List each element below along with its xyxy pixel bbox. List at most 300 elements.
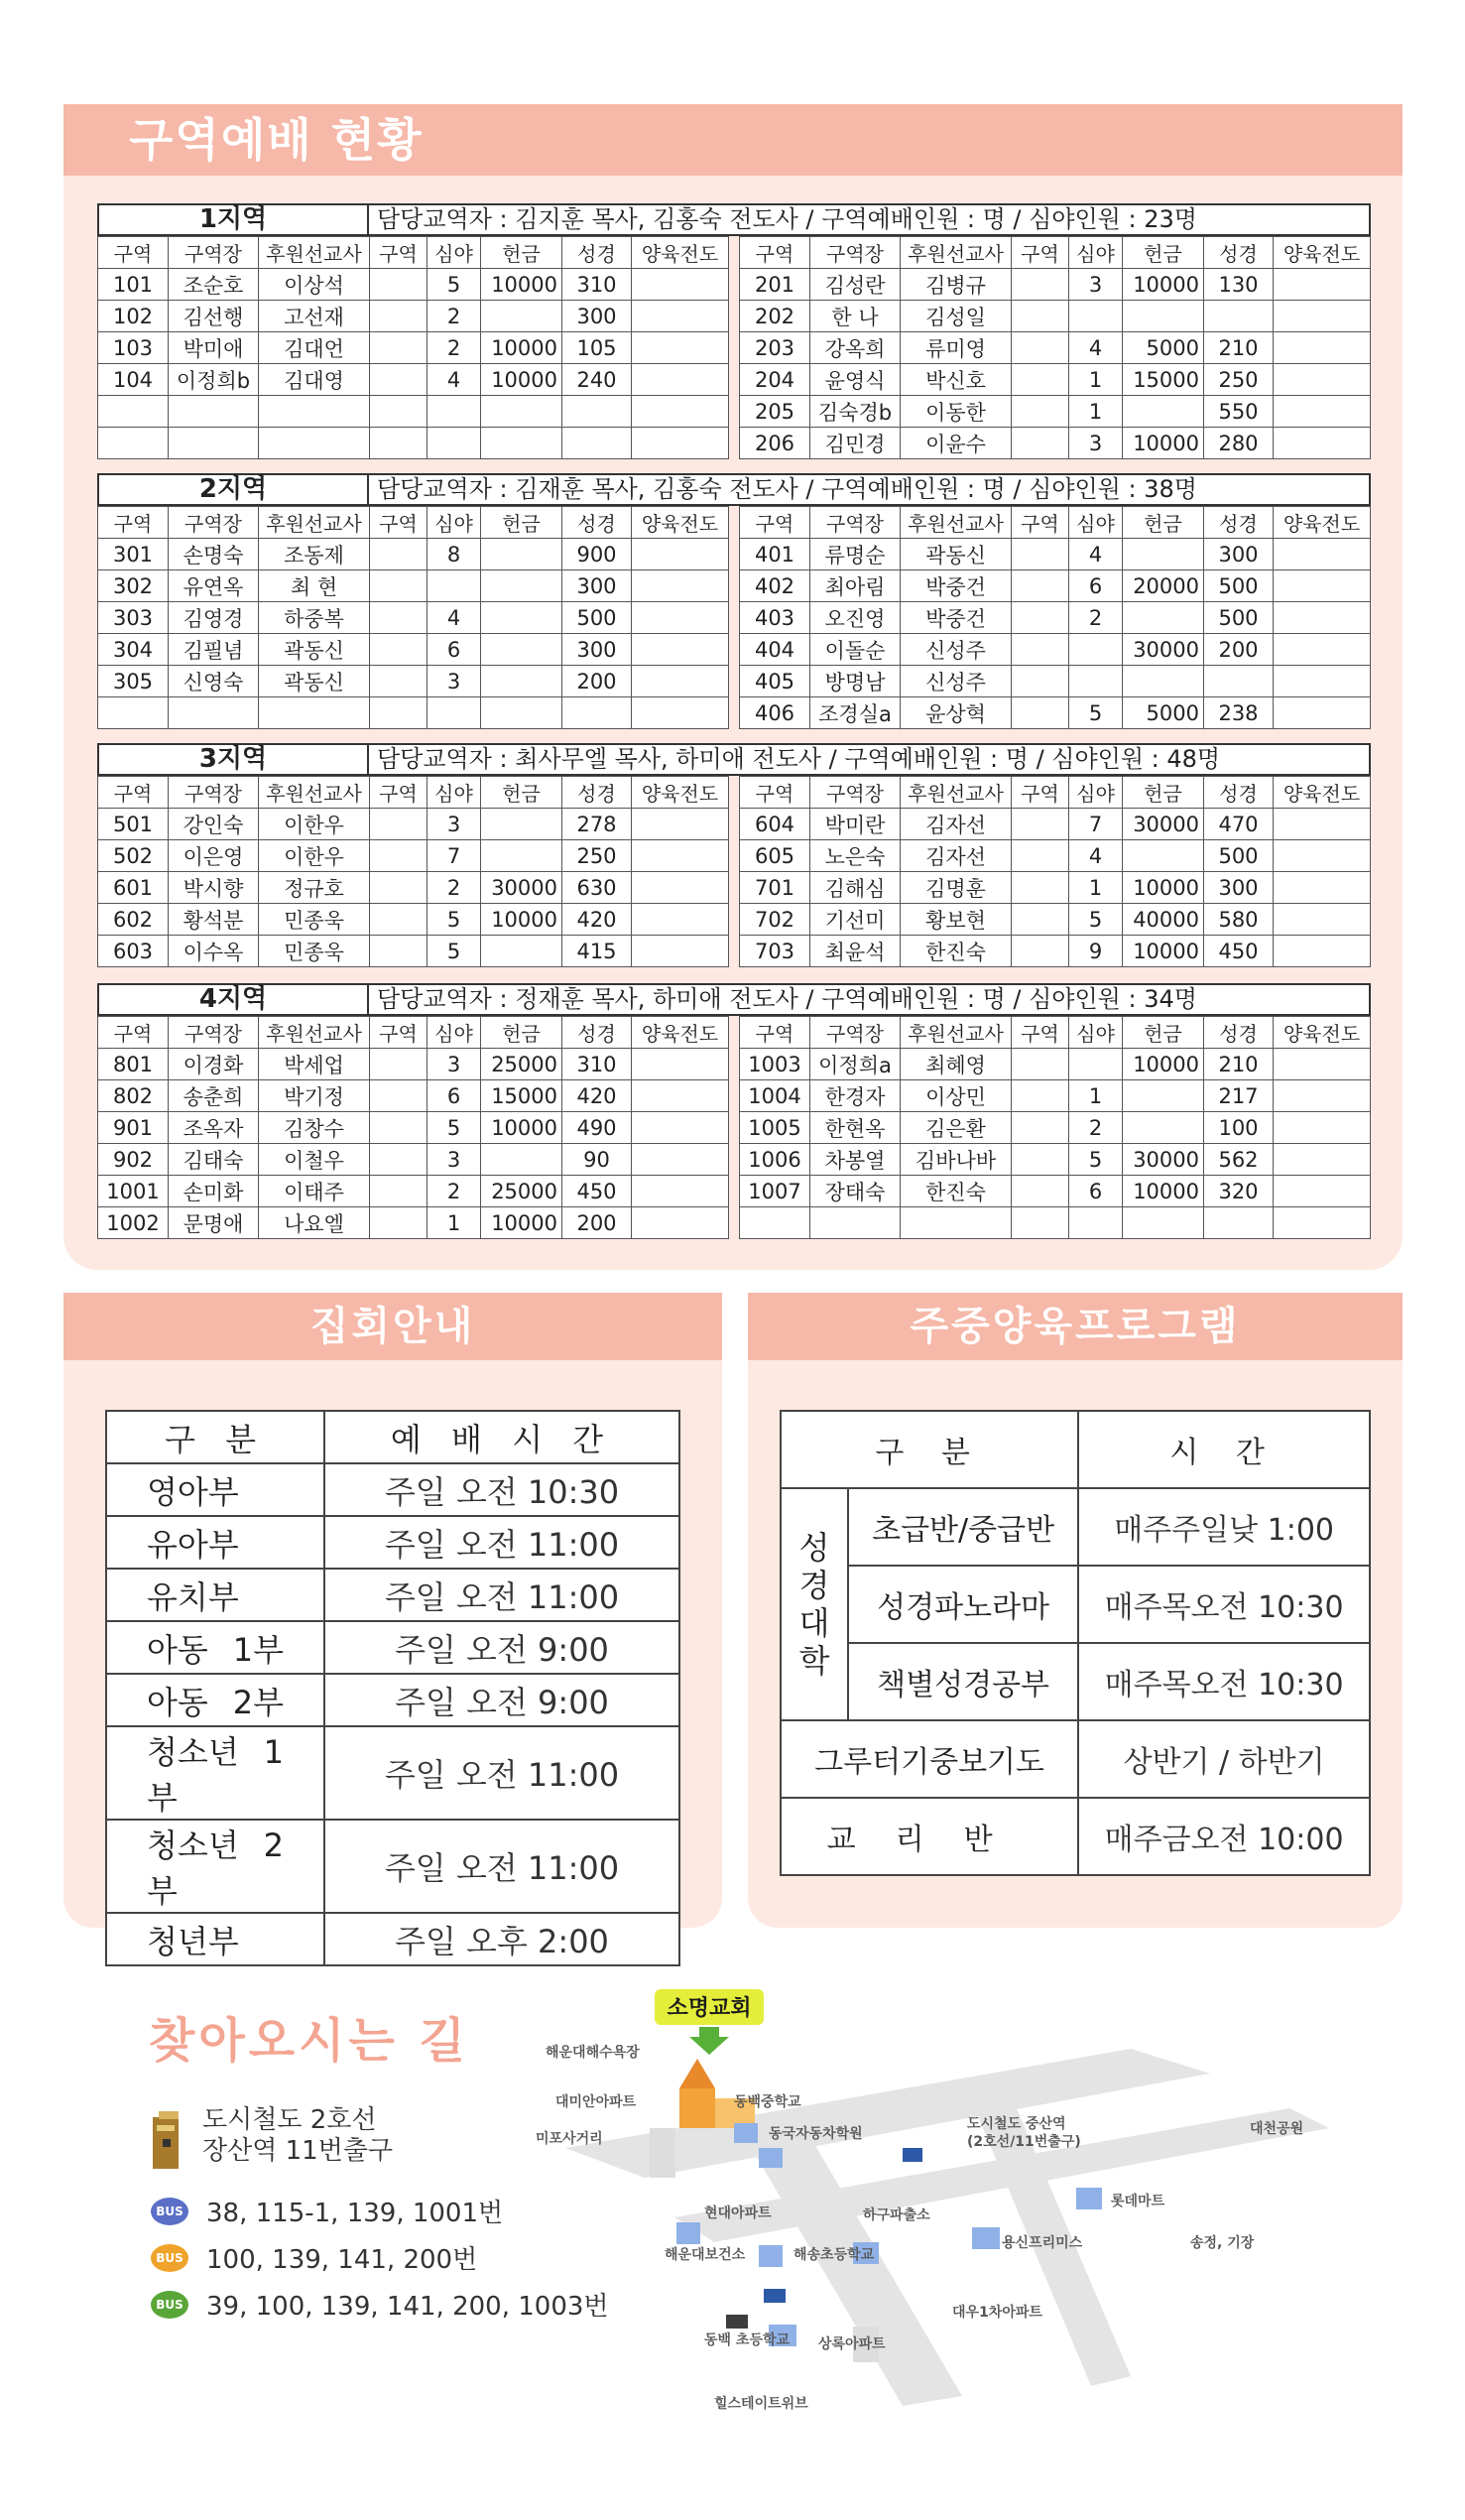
table-cell: 404 xyxy=(740,634,810,666)
table-cell xyxy=(632,570,729,602)
map-label: 현대아파트 xyxy=(704,2205,772,2221)
column-header: 심야 xyxy=(1069,1017,1123,1049)
table-cell: 900 xyxy=(562,539,632,570)
region-name: 2지역 xyxy=(97,473,367,506)
meeting-row xyxy=(106,1726,679,1820)
map-label: 롯데마트 xyxy=(1111,2194,1165,2209)
table-cell: 김민경 xyxy=(810,428,901,459)
table-cell xyxy=(632,1049,729,1080)
table-cell: 401 xyxy=(740,539,810,570)
table-cell xyxy=(98,396,169,428)
column-header: 헌금 xyxy=(481,777,562,809)
table-cell: 방명남 xyxy=(810,666,901,697)
table-cell: 5000 xyxy=(1123,332,1204,364)
table-cell: 5 xyxy=(1069,904,1123,936)
column-header: 심야 xyxy=(427,507,481,539)
program-row xyxy=(781,1798,1370,1875)
region-table-right xyxy=(739,506,1371,729)
region-info: 담당교역자 : 정재훈 목사, 하미애 전도사 / 구역예배인원 : 명 / 심야인원 : 34명 xyxy=(367,983,1371,1016)
table-cell: 303 xyxy=(98,602,169,634)
table-cell: 450 xyxy=(562,1176,632,1207)
region-table-header-row xyxy=(98,1017,729,1049)
table-cell xyxy=(427,396,481,428)
table-row xyxy=(98,872,729,904)
column-header: 성경 xyxy=(562,507,632,539)
table-cell: 곽동신 xyxy=(901,539,1012,570)
table-cell: 580 xyxy=(1204,904,1274,936)
meeting-row xyxy=(106,1516,679,1569)
meeting-row xyxy=(106,1674,679,1726)
table-cell xyxy=(1012,332,1069,364)
table-cell xyxy=(632,364,729,396)
table-cell: 901 xyxy=(98,1112,169,1144)
table-cell: 470 xyxy=(1204,809,1274,840)
table-cell: 500 xyxy=(562,602,632,634)
table-cell xyxy=(259,697,370,729)
table-row xyxy=(98,570,729,602)
table-cell xyxy=(427,428,481,459)
table-cell xyxy=(1012,809,1069,840)
program-time: 매주주일낮 1:00 xyxy=(1078,1488,1370,1566)
table-row xyxy=(98,1144,729,1176)
table-cell: 곽동신 xyxy=(259,666,370,697)
column-header: 후원선교사 xyxy=(259,237,370,269)
table-cell: 2 xyxy=(427,872,481,904)
program-name: 성경파노라마 xyxy=(848,1566,1078,1643)
table-cell: 김숙경b xyxy=(810,396,901,428)
bus-row xyxy=(151,2193,503,2229)
table-cell xyxy=(901,1207,1012,1239)
table-row xyxy=(98,840,729,872)
table-cell: 김대언 xyxy=(259,332,370,364)
table-cell: 나요엘 xyxy=(259,1207,370,1239)
column-header: 후원선교사 xyxy=(901,777,1012,809)
table-cell: 1004 xyxy=(740,1080,810,1112)
program-row xyxy=(781,1488,1370,1566)
table-cell xyxy=(1274,364,1371,396)
table-cell: 한진숙 xyxy=(901,936,1012,967)
table-cell: 304 xyxy=(98,634,169,666)
table-cell xyxy=(1274,1112,1371,1144)
table-cell xyxy=(1012,364,1069,396)
table-cell: 300 xyxy=(562,634,632,666)
table-cell: 10000 xyxy=(481,904,562,936)
table-cell: 210 xyxy=(1204,1049,1274,1080)
table-row xyxy=(98,602,729,634)
table-cell: 1 xyxy=(1069,1080,1123,1112)
table-cell: 25000 xyxy=(481,1049,562,1080)
table-cell xyxy=(1123,1080,1204,1112)
table-cell: 280 xyxy=(1204,428,1274,459)
map-label: 동국자동차학원 xyxy=(769,2126,863,2142)
table-cell xyxy=(632,634,729,666)
table-cell xyxy=(1274,269,1371,301)
table-cell xyxy=(370,697,427,729)
column-header: 구역 xyxy=(1012,237,1069,269)
table-cell: 15000 xyxy=(1123,364,1204,396)
table-cell: 4 xyxy=(427,364,481,396)
table-cell xyxy=(169,697,259,729)
meeting-row xyxy=(106,1820,679,1913)
region-table-left xyxy=(97,1016,729,1239)
table-cell: 203 xyxy=(740,332,810,364)
program-header-row xyxy=(781,1411,1370,1488)
table-cell: 김필념 xyxy=(169,634,259,666)
table-cell xyxy=(1012,1049,1069,1080)
table-cell: 420 xyxy=(562,1080,632,1112)
meeting-table xyxy=(105,1410,680,1966)
table-cell: 1002 xyxy=(98,1207,169,1239)
table-cell xyxy=(1274,301,1371,332)
table-cell: 250 xyxy=(1204,364,1274,396)
table-cell: 238 xyxy=(1204,697,1274,729)
table-cell: 한진숙 xyxy=(901,1176,1012,1207)
table-row xyxy=(98,364,729,396)
column-header: 양육전도 xyxy=(1274,777,1371,809)
program-time: 매주금오전 10:00 xyxy=(1078,1798,1370,1875)
program-name: 책별성경공부 xyxy=(848,1643,1078,1720)
table-cell xyxy=(370,809,427,840)
table-cell: 박신호 xyxy=(901,364,1012,396)
table-row xyxy=(740,332,1371,364)
table-cell xyxy=(1123,539,1204,570)
table-cell: 김창수 xyxy=(259,1112,370,1144)
table-cell: 이정희a xyxy=(810,1049,901,1080)
table-cell xyxy=(632,809,729,840)
table-cell: 노은숙 xyxy=(810,840,901,872)
column-header: 헌금 xyxy=(481,1017,562,1049)
column-header: 구역장 xyxy=(810,507,901,539)
table-cell xyxy=(1274,1049,1371,1080)
table-cell: 황석분 xyxy=(169,904,259,936)
table-cell: 10000 xyxy=(481,364,562,396)
table-cell: 550 xyxy=(1204,396,1274,428)
table-cell: 10000 xyxy=(1123,872,1204,904)
table-cell xyxy=(481,570,562,602)
table-cell: 신영숙 xyxy=(169,666,259,697)
region-table-header-row xyxy=(740,777,1371,809)
table-cell xyxy=(1012,1144,1069,1176)
column-header: 심야 xyxy=(427,777,481,809)
table-cell: 604 xyxy=(740,809,810,840)
table-row xyxy=(740,1176,1371,1207)
table-cell: 200 xyxy=(562,1207,632,1239)
table-cell xyxy=(1012,1207,1069,1239)
meeting-department: 청소년 2부 xyxy=(106,1820,324,1913)
table-cell: 박기정 xyxy=(259,1080,370,1112)
table-cell xyxy=(1012,539,1069,570)
column-header: 양육전도 xyxy=(632,237,729,269)
column-header: 구역장 xyxy=(810,237,901,269)
table-cell xyxy=(370,1112,427,1144)
region-table-header-row xyxy=(740,1017,1371,1049)
table-cell xyxy=(370,904,427,936)
meeting-title: 집회안내 xyxy=(63,1293,722,1360)
table-cell: 민종욱 xyxy=(259,936,370,967)
column-header: 후원선교사 xyxy=(901,1017,1012,1049)
table-cell xyxy=(562,396,632,428)
table-cell: 김바나바 xyxy=(901,1144,1012,1176)
table-cell: 이경화 xyxy=(169,1049,259,1080)
table-cell: 이은영 xyxy=(169,840,259,872)
table-cell: 500 xyxy=(1204,602,1274,634)
table-cell: 3 xyxy=(1069,428,1123,459)
table-cell: 305 xyxy=(98,666,169,697)
column-header: 헌금 xyxy=(481,237,562,269)
table-cell xyxy=(1012,602,1069,634)
column-header: 양육전도 xyxy=(1274,237,1371,269)
table-cell: 김자선 xyxy=(901,840,1012,872)
table-cell: 5 xyxy=(1069,1144,1123,1176)
column-header: 성경 xyxy=(1204,237,1274,269)
table-cell: 4 xyxy=(427,602,481,634)
meeting-department: 청소년 1부 xyxy=(106,1726,324,1820)
table-cell xyxy=(1274,840,1371,872)
table-cell xyxy=(370,1207,427,1239)
table-cell xyxy=(1012,634,1069,666)
map-label: 동백 초등학교 xyxy=(704,2332,791,2348)
table-cell: 30000 xyxy=(1123,1144,1204,1176)
meeting-body xyxy=(106,1463,679,1965)
table-cell: 5 xyxy=(427,269,481,301)
meeting-department: 아동 2부 xyxy=(106,1674,324,1726)
meeting-time: 주일 오전 11:00 xyxy=(324,1726,679,1820)
table-cell xyxy=(1069,1207,1123,1239)
table-cell xyxy=(1274,809,1371,840)
table-cell: 2 xyxy=(1069,602,1123,634)
table-cell xyxy=(370,1080,427,1112)
column-header: 양육전도 xyxy=(632,507,729,539)
column-header: 구역 xyxy=(370,777,427,809)
table-cell: 602 xyxy=(98,904,169,936)
table-cell: 30000 xyxy=(1123,634,1204,666)
meeting-header-category: 구 분 xyxy=(106,1411,324,1463)
column-header: 구역장 xyxy=(810,1017,901,1049)
region-block xyxy=(97,983,1371,1239)
table-cell: 490 xyxy=(562,1112,632,1144)
table-row xyxy=(740,301,1371,332)
table-cell: 250 xyxy=(562,840,632,872)
region-block xyxy=(97,743,1371,967)
region-table-left xyxy=(97,506,729,729)
region-header xyxy=(97,743,1371,776)
table-cell: 6 xyxy=(427,634,481,666)
table-cell: 703 xyxy=(740,936,810,967)
table-row xyxy=(98,809,729,840)
table-cell: 장태숙 xyxy=(810,1176,901,1207)
table-cell: 7 xyxy=(427,840,481,872)
table-cell xyxy=(1123,666,1204,697)
table-cell: 40000 xyxy=(1123,904,1204,936)
column-header: 성경 xyxy=(1204,507,1274,539)
table-cell xyxy=(562,428,632,459)
table-cell xyxy=(98,428,169,459)
table-cell: 조동제 xyxy=(259,539,370,570)
map-label: (2호선/11번출구) xyxy=(967,2134,1081,2150)
table-cell xyxy=(370,840,427,872)
table-cell: 9 xyxy=(1069,936,1123,967)
column-header: 헌금 xyxy=(1123,777,1204,809)
table-cell: 802 xyxy=(98,1080,169,1112)
table-cell: 2 xyxy=(427,1176,481,1207)
table-cell: 이정희b xyxy=(169,364,259,396)
table-cell xyxy=(632,904,729,936)
subway-line: 도시철도 2호선 xyxy=(202,2105,377,2135)
column-header: 성경 xyxy=(1204,1017,1274,1049)
table-cell: 3 xyxy=(427,1144,481,1176)
meeting-time: 주일 오전 10:30 xyxy=(324,1463,679,1516)
meeting-header-row xyxy=(106,1411,679,1463)
program-header-category: 구 분 xyxy=(781,1411,1078,1488)
table-cell xyxy=(632,1207,729,1239)
region-table-header-row xyxy=(98,237,729,269)
bus-icon: BUS xyxy=(151,2244,188,2272)
region-info: 담당교역자 : 김지훈 목사, 김홍숙 전도사 / 구역예배인원 : 명 / 심야인원 : 23명 xyxy=(367,203,1371,236)
table-cell xyxy=(632,332,729,364)
table-cell: 박미란 xyxy=(810,809,901,840)
meeting-time: 주일 오전 9:00 xyxy=(324,1621,679,1674)
table-cell: 최윤석 xyxy=(810,936,901,967)
column-header: 양육전도 xyxy=(1274,1017,1371,1049)
table-cell: 702 xyxy=(740,904,810,936)
table-cell: 이수옥 xyxy=(169,936,259,967)
meeting-time: 주일 오후 2:00 xyxy=(324,1913,679,1965)
table-cell xyxy=(1012,840,1069,872)
column-header: 후원선교사 xyxy=(901,507,1012,539)
table-row xyxy=(740,570,1371,602)
subway-info xyxy=(151,2105,393,2171)
table-cell: 1003 xyxy=(740,1049,810,1080)
column-header: 양육전도 xyxy=(632,1017,729,1049)
table-cell: 10000 xyxy=(481,1112,562,1144)
table-cell: 130 xyxy=(1204,269,1274,301)
table-cell: 박시향 xyxy=(169,872,259,904)
column-header: 후원선교사 xyxy=(259,1017,370,1049)
region-table-right xyxy=(739,1016,1371,1239)
meeting-time: 주일 오전 11:00 xyxy=(324,1569,679,1621)
table-cell: 손미화 xyxy=(169,1176,259,1207)
meeting-department: 유치부 xyxy=(106,1569,324,1621)
table-cell xyxy=(1274,1080,1371,1112)
table-cell: 신성주 xyxy=(901,634,1012,666)
table-cell xyxy=(370,570,427,602)
table-cell: 최혜영 xyxy=(901,1049,1012,1080)
subway-exit: 장산역 11번출구 xyxy=(202,2136,394,2166)
table-cell: 한경자 xyxy=(810,1080,901,1112)
table-cell xyxy=(632,269,729,301)
map-label: 대우1차아파트 xyxy=(952,2305,1042,2321)
table-row xyxy=(98,1080,729,1112)
table-row xyxy=(98,904,729,936)
table-cell: 정규호 xyxy=(259,872,370,904)
table-cell: 6 xyxy=(1069,570,1123,602)
table-cell: 5 xyxy=(1069,697,1123,729)
table-row xyxy=(740,904,1371,936)
table-cell: 701 xyxy=(740,872,810,904)
table-cell: 1 xyxy=(427,1207,481,1239)
region-table-header-row xyxy=(98,777,729,809)
table-cell: 이한우 xyxy=(259,809,370,840)
column-header: 헌금 xyxy=(1123,507,1204,539)
table-cell xyxy=(1069,634,1123,666)
table-row xyxy=(98,936,729,967)
table-cell: 202 xyxy=(740,301,810,332)
column-header: 성경 xyxy=(562,1017,632,1049)
table-cell: 500 xyxy=(1204,570,1274,602)
table-cell: 15000 xyxy=(481,1080,562,1112)
table-row xyxy=(98,539,729,570)
table-cell: 210 xyxy=(1204,332,1274,364)
table-cell: 10000 xyxy=(1123,1049,1204,1080)
table-cell xyxy=(481,666,562,697)
table-cell xyxy=(1012,1112,1069,1144)
table-row xyxy=(98,697,729,729)
meeting-department: 아동 1부 xyxy=(106,1621,324,1674)
table-cell xyxy=(370,364,427,396)
table-row xyxy=(740,1049,1371,1080)
map-label: 해송초등학교 xyxy=(794,2247,875,2263)
table-cell: 300 xyxy=(562,301,632,332)
table-cell: 450 xyxy=(1204,936,1274,967)
table-cell: 김성란 xyxy=(810,269,901,301)
program-name: 초급반/중급반 xyxy=(848,1488,1078,1566)
table-cell: 405 xyxy=(740,666,810,697)
table-cell: 500 xyxy=(1204,840,1274,872)
column-header: 심야 xyxy=(1069,237,1123,269)
table-cell xyxy=(632,1144,729,1176)
table-cell: 5000 xyxy=(1123,697,1204,729)
bus-row xyxy=(151,2239,477,2276)
table-cell xyxy=(169,428,259,459)
table-cell: 204 xyxy=(740,364,810,396)
table-cell: 1006 xyxy=(740,1144,810,1176)
table-cell: 박중건 xyxy=(901,602,1012,634)
table-cell: 5 xyxy=(427,936,481,967)
table-cell: 7 xyxy=(1069,809,1123,840)
table-cell: 105 xyxy=(562,332,632,364)
meeting-time: 주일 오전 11:00 xyxy=(324,1516,679,1569)
table-row xyxy=(740,809,1371,840)
table-cell xyxy=(1274,570,1371,602)
column-header: 구역장 xyxy=(169,507,259,539)
table-cell: 신성주 xyxy=(901,666,1012,697)
map-label: 대미안아파트 xyxy=(555,2094,637,2110)
table-cell xyxy=(1069,301,1123,332)
column-header: 후원선교사 xyxy=(901,237,1012,269)
column-header: 양육전도 xyxy=(1274,507,1371,539)
table-cell xyxy=(370,1176,427,1207)
column-header: 심야 xyxy=(427,1017,481,1049)
table-cell: 278 xyxy=(562,809,632,840)
table-cell: 10000 xyxy=(1123,1176,1204,1207)
table-cell: 2 xyxy=(1069,1112,1123,1144)
table-row xyxy=(740,602,1371,634)
table-cell: 3 xyxy=(427,809,481,840)
table-cell xyxy=(632,666,729,697)
table-cell: 조순호 xyxy=(169,269,259,301)
table-row xyxy=(740,364,1371,396)
table-cell xyxy=(1069,666,1123,697)
table-cell xyxy=(632,1080,729,1112)
table-cell: 6 xyxy=(1069,1176,1123,1207)
table-cell: 801 xyxy=(98,1049,169,1080)
table-cell xyxy=(632,936,729,967)
table-cell xyxy=(632,428,729,459)
table-cell xyxy=(1204,666,1274,697)
table-cell: 김영경 xyxy=(169,602,259,634)
table-row xyxy=(98,269,729,301)
table-cell: 김태숙 xyxy=(169,1144,259,1176)
